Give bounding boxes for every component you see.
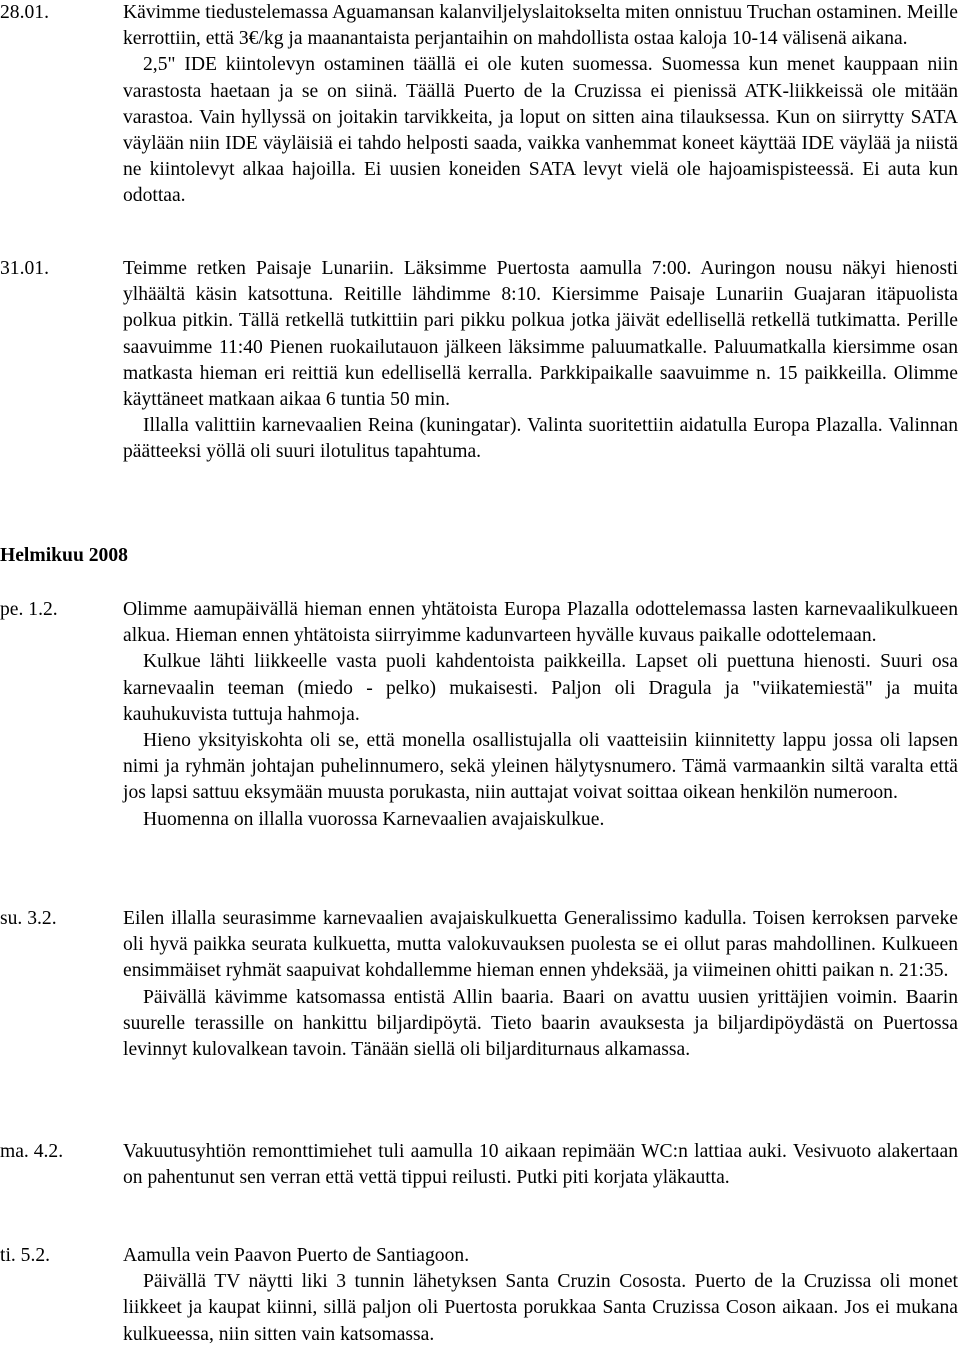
entry-paragraph: Kulkue lähti liikkeelle vasta puoli kahdentoista paikkeilla. Lapset oli puettuna hienosti. Suuri osa karnevaalin teeman (miedo - pelko) mukaisesti. Paljon oli Dragula ja "viikatemiestä" ja muita kauhukuvista tuttuja hahmoja.	[123, 651, 958, 725]
entry-date: ma. 4.2.	[0, 1141, 64, 1162]
entry-paragraph: Päivällä kävimme katsomassa entistä Allin baaria. Baari on avattu uusien yrittäjien voimin. Baarin suurelle terassille on hankittu biljardipöytä. Tieto baarin avauksesta ja biljardipöydästä on Puertossa levinnyt kulovalkean tavoin. Tänään siellä oli biljarditurnaus alkamassa.	[123, 986, 958, 1061]
entry-paragraph: Olimme aamupäivällä hieman ennen yhtätoista Europa Plazalla odottelemassa lasten karnevaalikulkueen alkua. Hieman ennen yhtätoista siirryimme kadunvarteen hyvälle kuvaus paikalle odottelemaan.	[123, 599, 958, 647]
entry-body	[123, 597, 958, 833]
entry-date: pe. 1.2.	[0, 599, 58, 620]
entry-date: su. 3.2.	[0, 908, 57, 929]
entry-paragraph: Huomenna on illalla vuorossa Karnevaalien avajaiskulkue.	[143, 808, 605, 830]
entry-paragraph: Illalla valittiin karnevaalien Reina (kuningatar). Valinta suoritettiin aidatulla Europa Plazalla. Valinnan päätteeksi yöllä oli suuri ilotulitus tapahtuma.	[123, 415, 958, 463]
entry-paragraph: Aamulla vein Paavon Puerto de Santiagoon.	[123, 1245, 470, 1266]
entry-paragraph: 2,5" IDE kiintolevyn ostaminen täällä ei ole kuten suomessa. Suomessa kun menet kauppaan niin varastosta haetaan ja se on siinä. Täällä Puerto de la Cruzissa ei pienissä ATK-liikkeissä ole mitään varastoa. Vain hyllyssä on joitakin tarvikkeita, ja loput on sitten aina tilauksessa. Kun on siirrytty SATA väylään niin IDE väyläisiä ei tahdo helposti saada, vaikka vanhemmat koneet käyttää IDE väylää ja niistä ne kiintolevyt alkaa hajoilla. Ei uusien koneiden SATA levyt vielä ole hajoamispisteessä. Ei auta kun odottaa.	[123, 54, 958, 207]
section-heading: Helmikuu 2008	[0, 545, 128, 566]
entry-paragraph: Vakuutusyhtiön remonttimiehet tuli aamulla 10 aikaan repimään WC:n lattiaa auki. Vesivuoto alakertaan on pahentunut sen verran että vettä tippui reilusti. Putki piti korjata yläkautta.	[123, 1141, 958, 1189]
entry-body	[123, 1139, 958, 1191]
entry-body	[123, 1243, 958, 1348]
entry-paragraph: Eilen illalla seurasimme karnevaalien avajaiskulkuetta Generalissimo kadulla. Toisen kerroksen parveke oli hyvä paikka seurata kulkuetta, mutta valokuvauksen puolesta se ei ollut paras mahdollinen. Kulkueen ensimmäiset ryhmät saapuivat kohdallemme hieman ennen yhdeksää, ja viimeinen ohitti paikan n. 21:35.	[123, 908, 958, 982]
entry-body	[123, 256, 958, 466]
entry-body	[123, 0, 958, 210]
entry-date: ti. 5.2.	[0, 1245, 51, 1266]
entry-date: 28.01.	[0, 2, 49, 23]
entry-paragraph: Päivällä TV näytti liki 3 tunnin lähetyksen Santa Cruzin Cososta. Puerto de la Cruzissa oli monet liikkeet ja kaupat kiinni, sillä paljon oli Puertosta porukkaa Santa Cruzissa Coson aikaan. Jos ei mukana kulkueessa, niin sitten vain katsomassa.	[123, 1271, 958, 1345]
entry-paragraph: Kävimme tiedustelemassa Aguamansan kalanviljelyslaitokselta miten onnistuu Truchan ostaminen. Meille kerrottiin, että 3€/kg ja maanantaista perjantaihin on mahdollista ostaa kaloja 10-14 välisenä aikana.	[123, 2, 958, 50]
entry-body	[123, 906, 958, 1063]
entry-paragraph: Teimme retken Paisaje Lunariin. Läksimme Puertosta aamulla 7:00. Auringon nousu näkyi hienosti ylhäältä käsin katsottuna. Reitille lähdimme 8:10. Kiersimme Paisaje Lunariin Guajaran itäpuolista polkua pitkin. Tällä retkellä tutkittiin pari pikku polkua jotka jäivät edellisellä retkellä tutkimatta. Perille saavuimme 11:40 Pienen ruokailutauon jälkeen läksimme paluumatkalle. Paluumatkalla kiersimme osan matkasta hieman eri reittiä kun edellisellä kerralla. Parkkipaikalle saavuimme n. 15 paikkeilla. Olimme käyttäneet matkaan aikaa 6 tuntia 50 min.	[123, 258, 958, 411]
entry-date: 31.01.	[0, 258, 49, 279]
entry-paragraph: Hieno yksityiskohta oli se, että monella osallistujalla oli vaatteisiin kiinnitetty lappu jossa oli lapsen nimi ja ryhmän johtajan puhelinnumero, sekä yleinen hälytysnumero. Tämä varmaankin siltä varalta että jos lapsi sattuu eksymään muusta porukasta, niin auttajat voivat soittaa oikean henkilön numeroon.	[123, 730, 958, 804]
